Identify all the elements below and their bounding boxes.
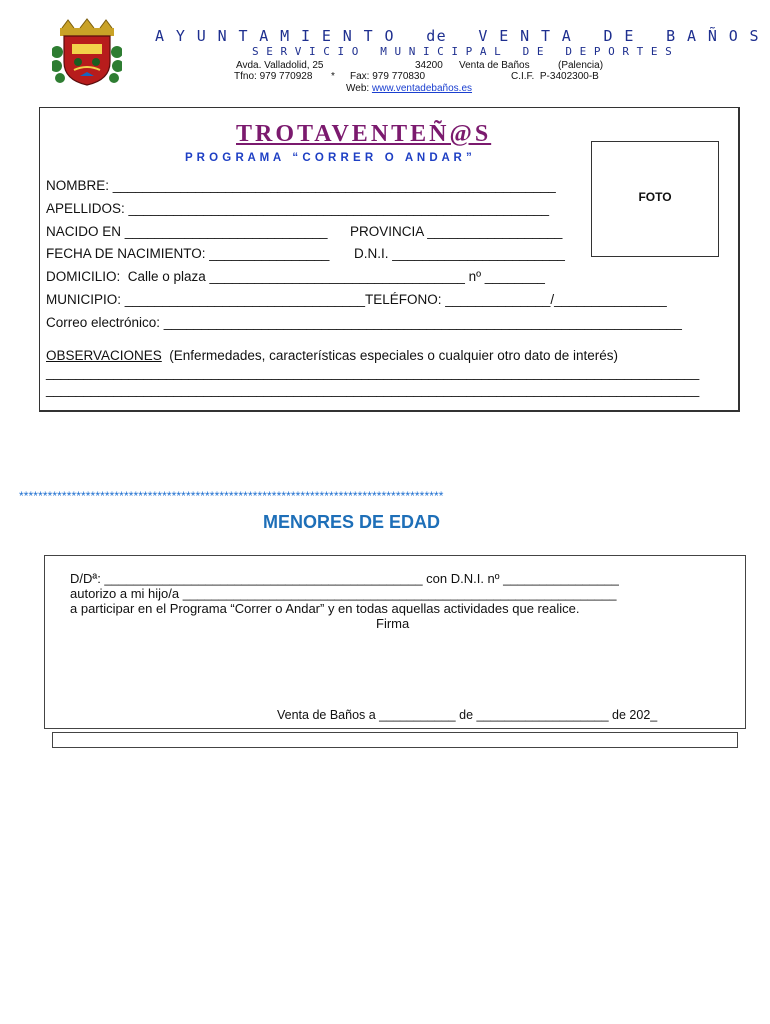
phone: Tfno: 979 770928 [234, 71, 313, 82]
guardian-line[interactable]: D/Dª: ____________________________________________ con D.N.I. nº ________________ [70, 571, 619, 586]
municipality-title: A Y U N T A M I E N T O de V E N T A D E B A Ñ O S [155, 27, 760, 45]
fax: Fax: 979 770830 [350, 71, 426, 82]
bottom-bar [52, 732, 738, 748]
nombre-field[interactable]: NOMBRE: ___________________________________________________________ [46, 178, 556, 193]
signature-label: Firma [376, 616, 410, 631]
municipio-telefono-field[interactable]: MUNICIPIO: ________________________________TELÉFONO: ______________/_______________ [46, 292, 667, 307]
photo-label: FOTO [638, 190, 672, 204]
fecha-nacimiento-field[interactable]: FECHA DE NACIMIENTO: ________________ [46, 246, 330, 261]
postal-code: 34200 [415, 60, 443, 71]
domicilio-field[interactable]: DOMICILIO: Calle o plaza __________________________________ nº ________ [46, 269, 545, 284]
minors-title: MENORES DE EDAD [263, 512, 441, 532]
provincia-field[interactable]: PROVINCIA __________________ [350, 224, 563, 239]
photo-box [591, 141, 719, 257]
address: Avda. Valladolid, 25 [236, 60, 324, 71]
coat-of-arms-icon [52, 18, 122, 86]
town: Venta de Baños [459, 60, 530, 71]
observaciones-line-1[interactable]: _______________________________________________________________________________________ [46, 365, 700, 380]
web-label: Web: [346, 83, 372, 94]
dni-field[interactable]: D.N.I. _______________________ [354, 246, 565, 261]
section-divider: ***************************************************************************************** [19, 489, 444, 503]
web-link[interactable]: www.ventadebaños.es [371, 83, 473, 94]
form-title: TROTAVENTEÑ@S [236, 121, 492, 147]
region: (Palencia) [558, 60, 604, 71]
program-name: P R O G R A M A “ C O R R E R O A N D A R ” [185, 152, 473, 164]
authorize-line[interactable]: autorizo a mi hijo/a ____________________________________________________________ [70, 586, 617, 601]
web-line [346, 83, 472, 94]
correo-field[interactable]: Correo electrónico: _____________________________________________________________________ [46, 315, 682, 330]
observaciones-line-2[interactable]: _______________________________________________________________________________________ [46, 382, 700, 397]
cif: C.I.F. P-3402300-B [511, 71, 599, 82]
sports-service-subtitle: S E R V I C I O M U N I C I P A L D E D E P O R T E S [252, 45, 673, 58]
observaciones-label: OBSERVACIONES [46, 348, 162, 363]
observaciones-hint: (Enfermedades, características especiales o cualquier otro dato de interés) [161, 348, 619, 363]
apellidos-field[interactable]: APELLIDOS: ________________________________________________________ [46, 201, 549, 216]
observaciones-heading [46, 348, 618, 363]
separator: * [331, 71, 335, 82]
date-place-line[interactable]: Venta de Baños a ___________ de ___________________ de 202_ [277, 708, 658, 722]
participation-line: a participar en el Programa “Correr o Andar” y en todas aquellas actividades que realice. [70, 601, 580, 616]
nacido-field[interactable]: NACIDO EN ___________________________ [46, 224, 328, 239]
